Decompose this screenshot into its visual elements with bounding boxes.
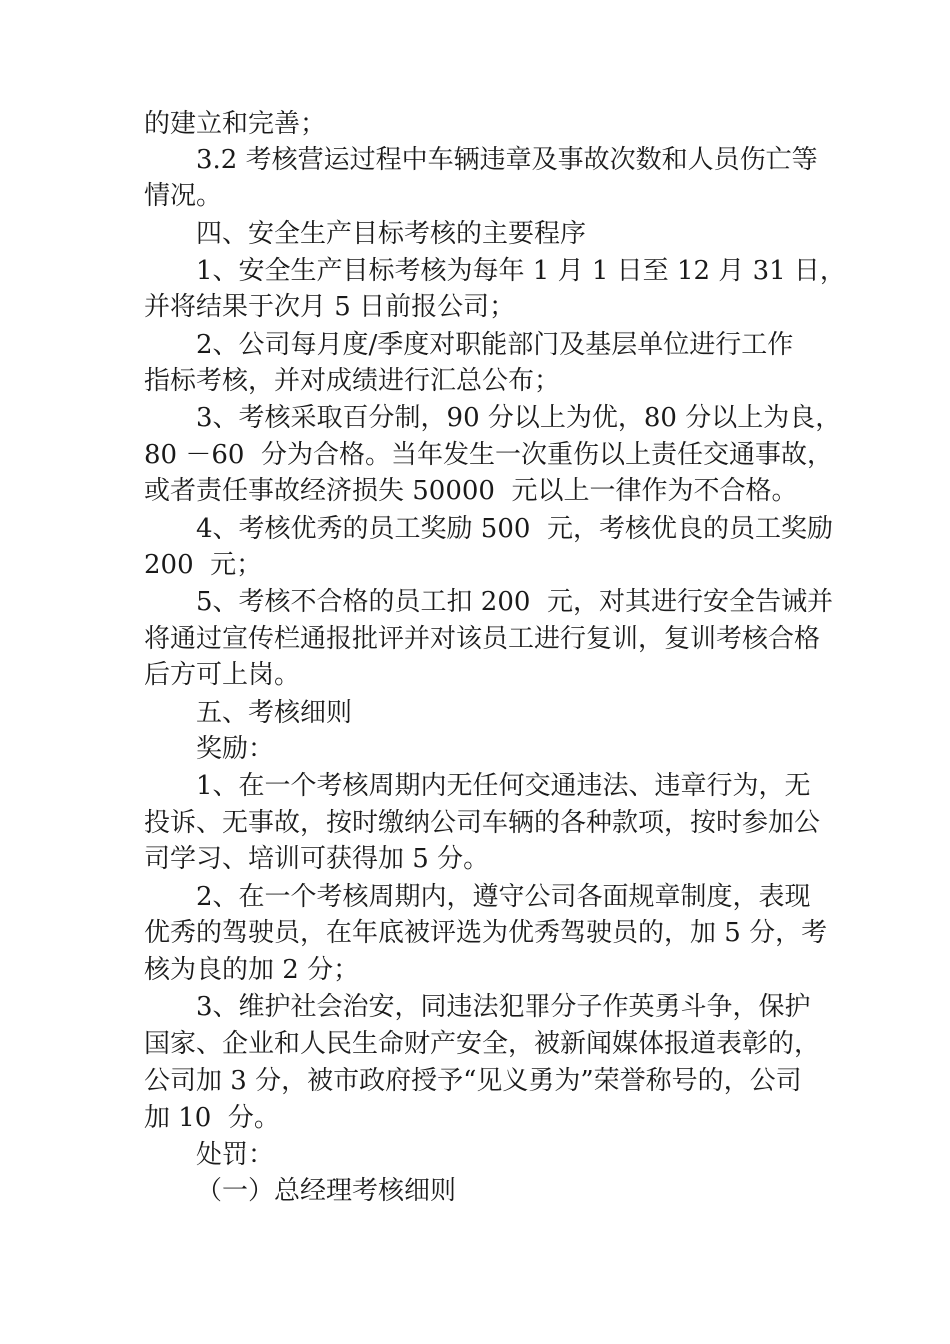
subsection-heading: （一）总经理考核细则 <box>196 1176 457 1206</box>
text-line: 指标考核，并对成绩进行汇总公布； <box>144 366 561 396</box>
text-line: 情况。 <box>144 181 223 211</box>
text-line: 3、维护社会治安，同违法犯罪分子作英勇斗争，保护 <box>196 992 811 1022</box>
text-line: 核为良的加 2 分； <box>144 955 360 985</box>
text-line: 司学习、培训可获得加 5 分。 <box>144 844 490 874</box>
text-line: 80 －60 分为合格。当年发生一次重伤以上责任交通事故， <box>144 440 833 470</box>
text-line: 将通过宣传栏通报批评并对该员工进行复训，复训考核合格 <box>144 624 821 654</box>
text-line: 投诉、无事故，按时缴纳公司车辆的各种款项，按时参加公 <box>144 808 821 838</box>
text-line: 加 10 分。 <box>144 1103 280 1133</box>
text-line: 后方可上岗。 <box>144 660 301 690</box>
section-heading: 四、安全生产目标考核的主要程序 <box>196 219 587 249</box>
text-line: 5、考核不合格的员工扣 200 元，对其进行安全告诫并 <box>196 587 833 617</box>
text-line: 或者责任事故经济损失 50000 元以上一律作为不合格。 <box>144 476 798 506</box>
text-line: 200 元； <box>144 550 263 580</box>
text-line: 国家、企业和人民生命财产安全，被新闻媒体报道表彰的， <box>144 1029 821 1059</box>
text-line: 公司加 3 分，被市政府授予“见义勇为”荣誉称号的，公司 <box>144 1066 802 1096</box>
text-line: 4、考核优秀的员工奖励 500 元，考核优良的员工奖励 <box>196 514 833 544</box>
text-line: 优秀的驾驶员，在年底被评选为优秀驾驶员的，加 5 分，考 <box>144 918 828 948</box>
text-line: 3、考核采取百分制，90 分以上为优，80 分以上为良， <box>196 403 842 433</box>
section-heading: 五、考核细则 <box>196 698 353 728</box>
subheading: 处罚： <box>196 1140 275 1170</box>
text-line: 1、在一个考核周期内无任何交通违法、违章行为，无 <box>196 771 811 801</box>
subheading: 奖励： <box>196 734 275 764</box>
text-line: 1、安全生产目标考核为每年 1 月 1 日至 12 月 31 日， <box>196 256 846 286</box>
text-line: 2、公司每月度/季度对职能部门及基层单位进行工作 <box>196 330 794 360</box>
text-line: 并将结果于次月 5 日前报公司； <box>144 292 516 322</box>
text-line: 的建立和完善； <box>144 109 327 139</box>
text-line: 3.2 考核营运过程中车辆违章及事故次数和人员伤亡等 <box>196 145 818 175</box>
text-line: 2、在一个考核周期内，遵守公司各面规章制度，表现 <box>196 882 811 912</box>
